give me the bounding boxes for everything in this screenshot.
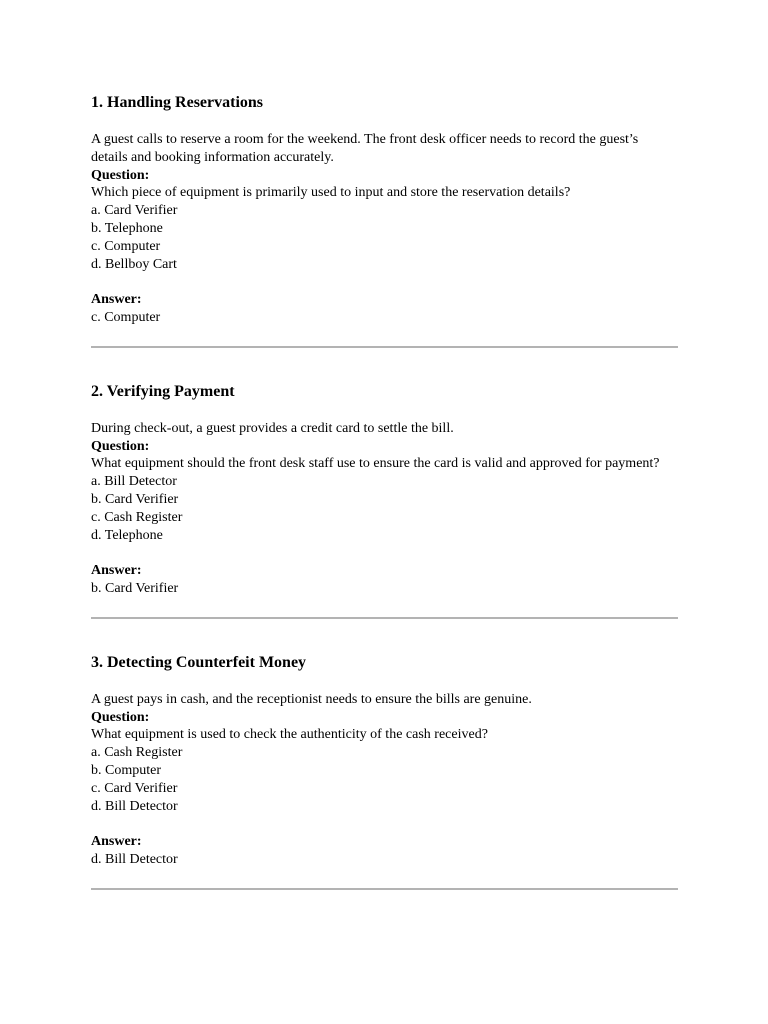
section-divider xyxy=(91,346,678,348)
section-title: 2. Verifying Payment xyxy=(91,382,235,400)
answer-text: d. Bill Detector xyxy=(91,851,178,867)
question-section-3 xyxy=(91,653,678,890)
options-list xyxy=(91,202,678,273)
scenario-text: During check-out, a guest provides a credit card to settle the bill. xyxy=(91,420,454,436)
section-title: 3. Detecting Counterfeit Money xyxy=(91,653,307,671)
answer-text: c. Computer xyxy=(91,309,161,325)
question-section-1 xyxy=(91,93,678,348)
option-b: b. Telephone xyxy=(91,220,163,236)
option-a: a. Bill Detector xyxy=(91,474,177,490)
question-text: What equipment should the front desk staff use to ensure the card is valid and approved for payment? xyxy=(91,456,660,472)
answer-label: Answer: xyxy=(91,292,142,308)
question-label: Question: xyxy=(91,167,150,183)
option-b: b. Computer xyxy=(91,762,161,778)
option-c: c. Card Verifier xyxy=(91,780,178,796)
option-d: d. Bellboy Cart xyxy=(91,256,177,272)
answer-label: Answer: xyxy=(91,834,142,850)
scenario-text: A guest pays in cash, and the receptionist needs to ensure the bills are genuine. xyxy=(91,691,532,707)
question-text: Which piece of equipment is primarily used to input and store the reservation details? xyxy=(91,185,571,201)
option-a: a. Card Verifier xyxy=(91,203,178,219)
answer-label: Answer: xyxy=(91,563,142,579)
option-c: c. Computer xyxy=(91,238,161,254)
section-divider xyxy=(91,617,678,619)
options-list xyxy=(91,744,678,815)
option-b: b. Card Verifier xyxy=(91,491,179,507)
section-title: 1. Handling Reservations xyxy=(91,94,264,111)
question-section-2 xyxy=(91,382,678,619)
question-label: Question: xyxy=(91,709,150,725)
option-d: d. Telephone xyxy=(91,527,163,543)
question-label: Question: xyxy=(91,438,150,454)
option-d: d. Bill Detector xyxy=(91,798,178,814)
options-list xyxy=(91,473,678,544)
scenario-text: A guest calls to reserve a room for the weekend. The front desk officer needs to record the guest’s details and booking information accurately. xyxy=(91,132,639,165)
option-c: c. Cash Register xyxy=(91,509,183,525)
answer-text: b. Card Verifier xyxy=(91,580,179,596)
option-a: a. Cash Register xyxy=(91,745,183,761)
section-divider xyxy=(91,888,678,890)
question-text: What equipment is used to check the authenticity of the cash received? xyxy=(91,727,488,743)
